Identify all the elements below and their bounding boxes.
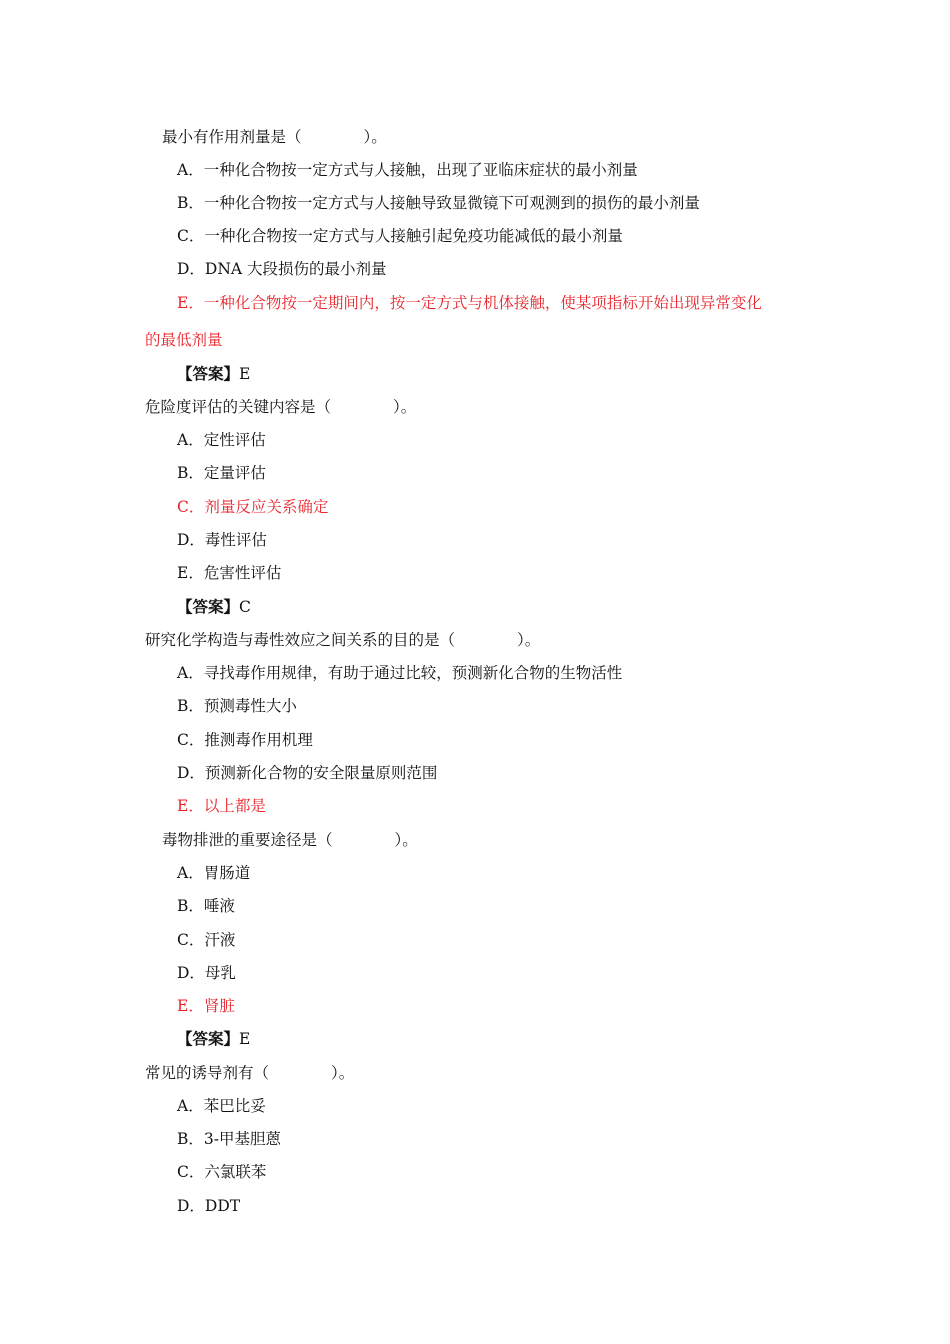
option-c: C．六氯联苯 [177, 1163, 267, 1181]
option-e-continuation: 的最低剂量 [145, 331, 223, 349]
option-e: E．危害性评估 [177, 564, 282, 582]
answer-line [177, 1028, 250, 1050]
question-stem: 研究化学构造与毒性效应之间关系的目的是（ ）。 [145, 631, 541, 649]
option-a: A．寻找毒作用规律，有助于通过比较，预测新化合物的生物活性 [177, 664, 623, 682]
option-a: A．苯巴比妥 [177, 1097, 266, 1115]
option-b: B．预测毒性大小 [177, 697, 297, 715]
answer-value: E [239, 1030, 251, 1048]
answer-bracket: 【答案】 [177, 1029, 240, 1048]
option-b: B．一种化合物按一定方式与人接触导致显微镜下可观测到的损伤的最小剂量 [177, 194, 700, 212]
question-stem: 毒物排泄的重要途径是（ ）。 [162, 831, 418, 849]
option-c: C．汗液 [177, 931, 236, 949]
option-e-correct: E．以上都是 [177, 797, 266, 815]
question-stem: 最小有作用剂量是（ ）。 [162, 128, 387, 146]
option-d: D．DDT [177, 1197, 241, 1215]
answer-value: E [239, 365, 251, 383]
option-b: B．定量评估 [177, 464, 266, 482]
option-b: B．唾液 [177, 897, 235, 915]
option-c: C．推测毒作用机理 [177, 731, 313, 749]
answer-value: C [239, 598, 251, 616]
question-stem: 危险度评估的关键内容是（ ）。 [145, 398, 417, 416]
option-e-correct: E．肾脏 [177, 997, 235, 1015]
answer-line [177, 363, 250, 385]
option-a: A．一种化合物按一定方式与人接触，出现了亚临床症状的最小剂量 [177, 161, 638, 179]
option-d: D．DNA 大段损伤的最小剂量 [177, 260, 387, 278]
option-a: A．胃肠道 [177, 864, 251, 882]
answer-line [177, 596, 251, 618]
answer-bracket: 【答案】 [177, 597, 240, 616]
option-d: D．毒性评估 [177, 531, 267, 549]
question-stem: 常见的诱导剂有（ ）。 [145, 1064, 355, 1082]
option-d: D．母乳 [177, 964, 236, 982]
option-d: D．预测新化合物的安全限量原则范围 [177, 764, 438, 782]
option-a: A．定性评估 [177, 431, 266, 449]
answer-bracket: 【答案】 [177, 364, 240, 383]
option-c: C．一种化合物按一定方式与人接触引起免疫功能减低的最小剂量 [177, 227, 623, 245]
option-b: B．3-甲基胆蒽 [177, 1130, 281, 1148]
option-e-correct: E．一种化合物按一定期间内，按一定方式与机体接触，使某项指标开始出现异常变化 [177, 294, 762, 312]
option-c-correct: C．剂量反应关系确定 [177, 498, 329, 516]
